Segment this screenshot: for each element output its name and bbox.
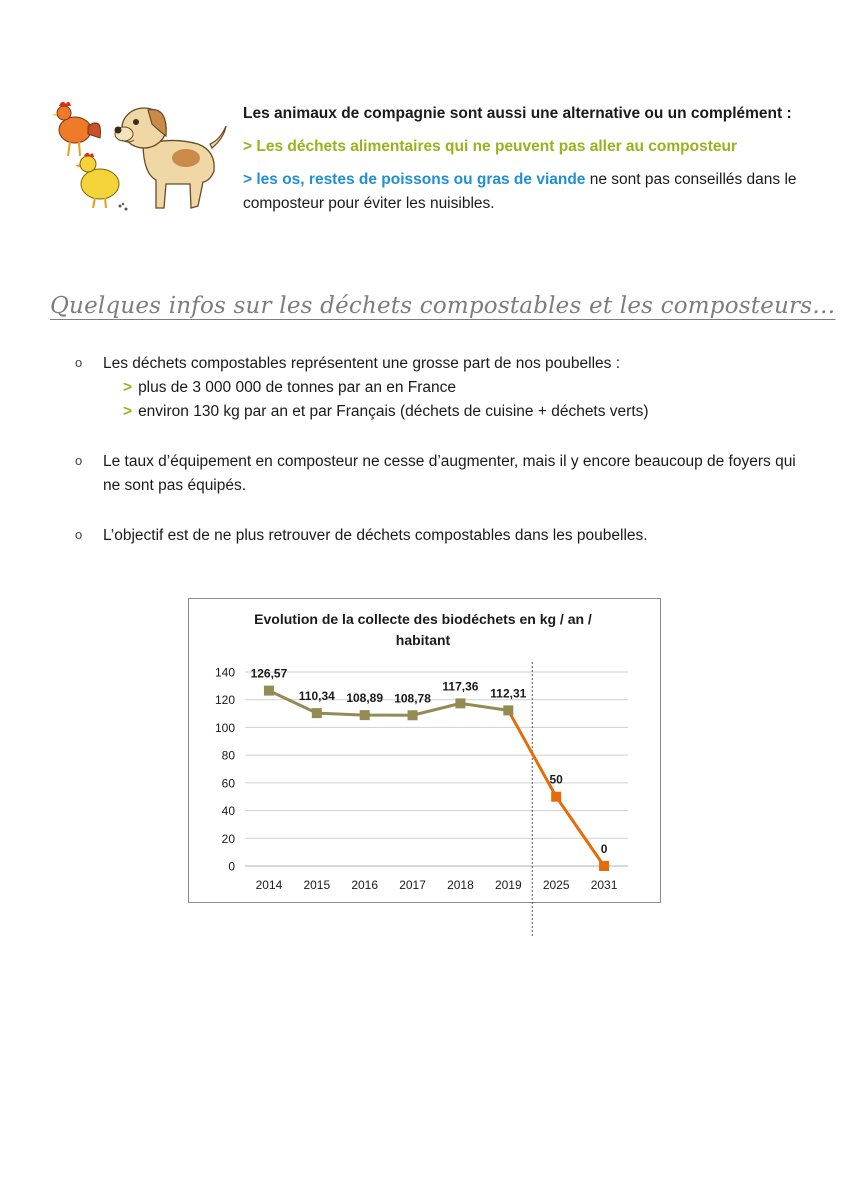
y-tick-label: 0	[228, 859, 235, 874]
y-tick-label: 60	[221, 776, 235, 791]
series-line-segment	[508, 710, 604, 866]
y-tick-label: 120	[214, 693, 235, 708]
chart-title-line1: Evolution de la collecte des biodéchets en kg / an /	[254, 611, 592, 627]
data-label: 108,78	[394, 691, 431, 706]
list-item-text: L’objectif est de ne plus retrouver de déchets compostables dans les poubelles.	[103, 527, 648, 545]
x-tick-label: 2014	[255, 878, 283, 892]
intro-food-waste-text: > Les déchets alimentaires qui ne peuvent pas aller au composteur	[243, 138, 738, 156]
x-tick-label: 2017	[399, 878, 426, 892]
x-tick-label: 2015	[303, 878, 331, 892]
y-tick-label: 20	[221, 831, 235, 846]
data-label: 108,89	[346, 691, 384, 706]
data-point-marker	[455, 698, 465, 708]
sub-marker: >	[123, 403, 133, 421]
bullet-marker: o	[75, 527, 83, 543]
bullet-marker: o	[75, 355, 83, 370]
data-point-marker	[551, 792, 561, 802]
data-point-marker	[503, 705, 513, 715]
x-tick-label: 2016	[351, 878, 379, 892]
data-point-marker	[360, 710, 370, 720]
y-tick-label: 80	[221, 748, 235, 763]
y-tick-label: 140	[214, 665, 235, 680]
data-label: 50	[549, 772, 563, 787]
x-tick-label: 2018	[447, 878, 474, 892]
chart-title-line2: habitant	[395, 632, 451, 648]
data-point-marker	[408, 710, 418, 720]
bullet-marker: o	[75, 453, 83, 469]
x-tick-label: 2019	[494, 878, 522, 892]
data-point-marker	[599, 861, 609, 871]
x-tick-label: 2031	[590, 878, 618, 892]
data-label: 110,34	[298, 689, 335, 704]
sub-item-text: environ 130 kg par an et par Français (déchets de cuisine + déchets verts)	[138, 403, 649, 421]
data-point-marker	[312, 708, 322, 718]
section-heading: Quelques infos sur les déchets compostables et les composteurs…	[50, 293, 836, 319]
list-item-text: Les déchets compostables représentent une grosse part de nos poubelles :	[103, 355, 620, 372]
data-label: 117,36	[442, 679, 479, 694]
data-label: 112,31	[490, 686, 527, 701]
sub-marker: >	[123, 379, 133, 397]
list-item-text: Le taux d’équipement en composteur ne cesse d’augmenter, mais il y encore beaucoup de foyers qui ne sont pas équipés.	[103, 453, 796, 495]
intro-bones-rest: ne sont pas conseillés dans le composteur pour éviter les nuisibles.	[243, 171, 797, 213]
intro-title: Les animaux de compagnie sont aussi une alternative ou un complément :	[243, 105, 792, 122]
sub-item-text: plus de 3 000 000 de tonnes par an en France	[138, 379, 457, 397]
data-point-marker	[264, 686, 274, 696]
y-tick-label: 100	[214, 720, 235, 735]
data-label: 126,57	[250, 666, 288, 681]
y-tick-label: 40	[221, 804, 235, 819]
x-tick-label: 2025	[542, 878, 570, 892]
intro-bones-highlight: > les os, restes de poissons ou gras de viande	[243, 171, 586, 189]
data-label: 0	[600, 842, 608, 856]
